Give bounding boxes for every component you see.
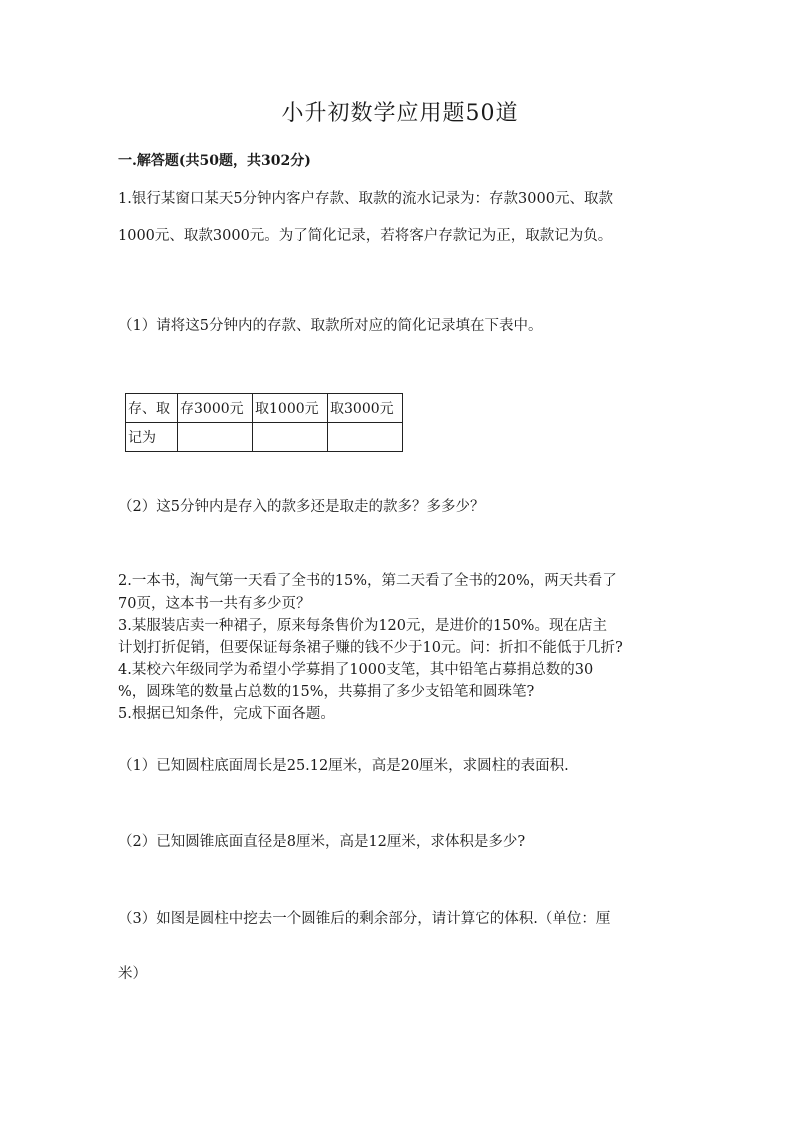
table-row bbox=[126, 394, 403, 423]
q3-text-line1: 3.某服装店卖一种裙子，原来每条售价为120元，是进价的150%。现在店主 bbox=[118, 618, 607, 634]
q3-text-line2: 计划打折促销，但要保证每条裙子赚的钱不少于10元。问：折扣不能低于几折? bbox=[118, 640, 623, 656]
table-row-label: 记为 bbox=[126, 423, 178, 452]
table-header-cell: 取3000元 bbox=[328, 394, 403, 423]
table-answer-cell bbox=[328, 423, 403, 452]
table-row bbox=[126, 423, 403, 452]
q5-part3-line1: （3）如图是圆柱中挖去一个圆锥后的剩余部分，请计算它的体积.（单位：厘 bbox=[118, 911, 611, 927]
q1-part1: （1）请将这5分钟内的存款、取款所对应的简化记录填在下表中。 bbox=[118, 318, 543, 334]
q1-text-line1: 1.银行某窗口某天5分钟内客户存款、取款的流水记录为：存款3000元、取款 bbox=[118, 191, 613, 207]
q4-text-line2: %，圆珠笔的数量占总数的15%，共募捐了多少支铅笔和圆珠笔? bbox=[118, 684, 535, 700]
q1-part2: （2）这5分钟内是存入的款多还是取走的款多？多多少？ bbox=[118, 499, 485, 515]
q5-part1: （1）已知圆柱底面周长是25.12厘米，高是20厘米，求圆柱的表面积. bbox=[118, 758, 569, 774]
table-header-cell: 取1000元 bbox=[253, 394, 328, 423]
table-answer-cell bbox=[253, 423, 328, 452]
q2-text-line2: 70页，这本书一共有多少页？ bbox=[118, 596, 311, 612]
table-answer-cell bbox=[178, 423, 253, 452]
q5-part2: （2）已知圆锥底面直径是8厘米，高是12厘米，求体积是多少? bbox=[118, 834, 526, 850]
q5-text-line1: 5.根据已知条件，完成下面各题。 bbox=[118, 706, 335, 722]
q5-part3-line2: 米） bbox=[118, 966, 147, 982]
page-title: 小升初数学应用题50道 bbox=[281, 101, 519, 126]
q1-text-line2: 1000元、取款3000元。为了简化记录，若将客户存款记为正，取款记为负。 bbox=[118, 228, 613, 244]
q4-text-line1: 4.某校六年级同学为希望小学募捐了1000支笔，其中铅笔占募捐总数的30 bbox=[118, 662, 594, 678]
table-header-cell: 存3000元 bbox=[178, 394, 253, 423]
table-header-cell: 存、取 bbox=[126, 394, 178, 423]
section-heading: 一.解答题(共50题，共302分) bbox=[118, 153, 311, 169]
record-table bbox=[125, 393, 403, 452]
q2-text-line1: 2.一本书，淘气第一天看了全书的15%，第二天看了全书的20%，两天共看了 bbox=[118, 573, 617, 589]
